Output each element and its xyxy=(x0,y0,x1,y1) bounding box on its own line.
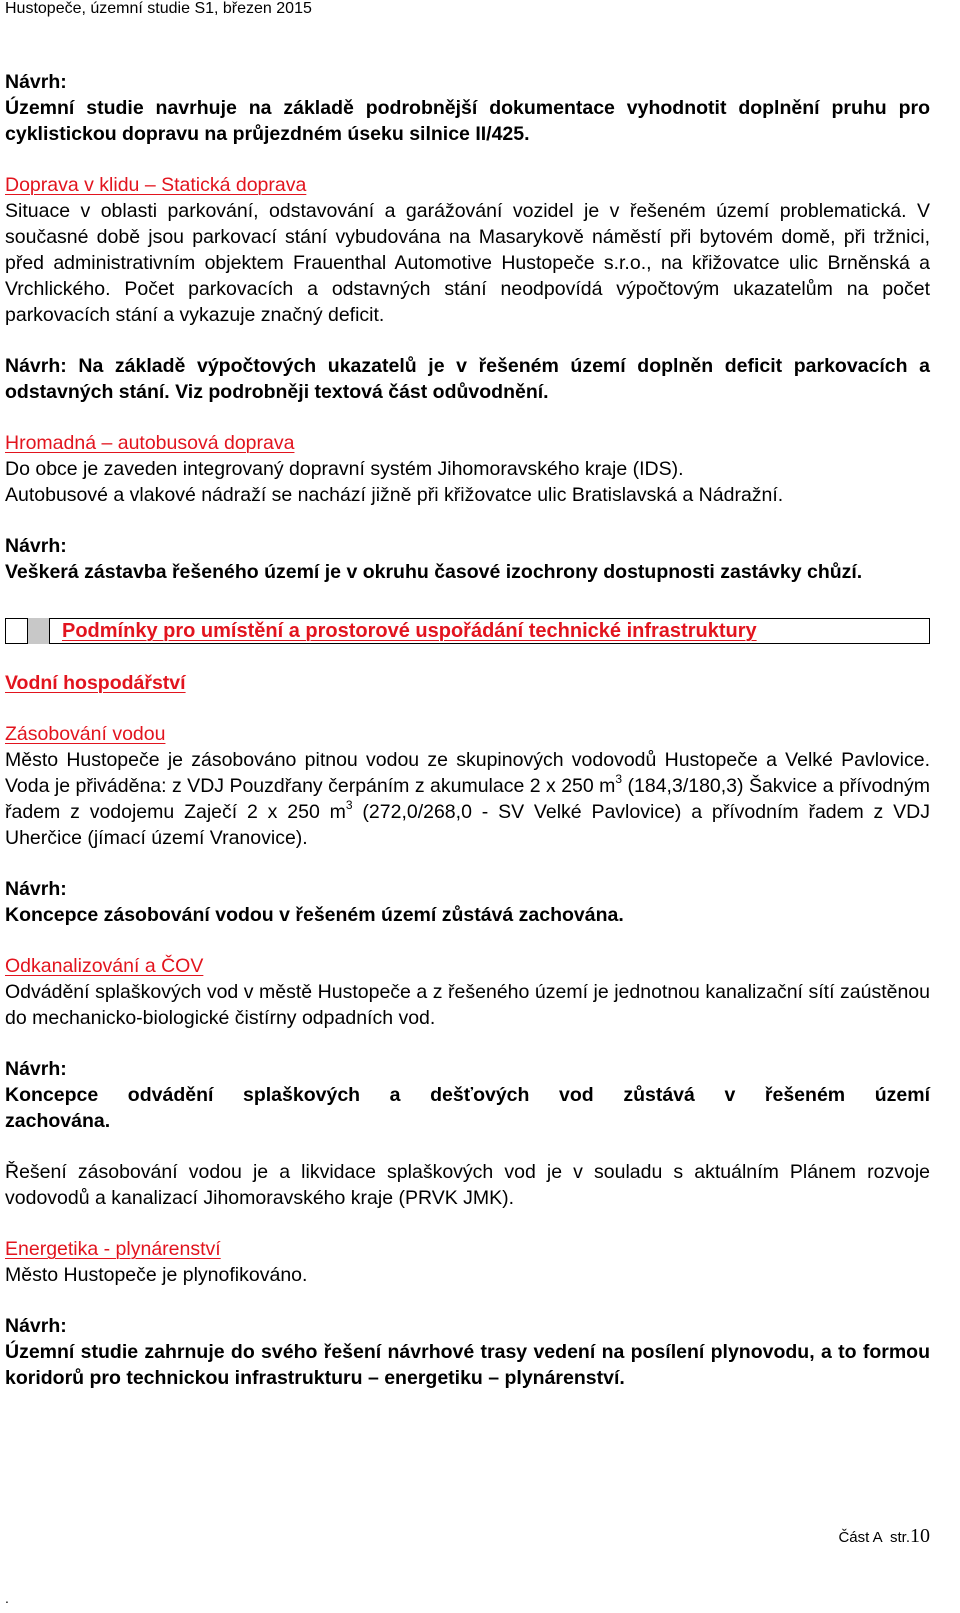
navrh-text-5-line2: zachována. xyxy=(5,1110,111,1132)
navrh-text-2: Na základě výpočtových ukazatelů je v řešeném území doplněn deficit parkovacích a odstavných stání. Viz podrobněji textová část odůvodnění. xyxy=(5,355,930,403)
navrh-text-4: Koncepce zásobování vodou v řešeném území zůstává zachována. xyxy=(5,904,624,926)
navrh-text-6: Územní studie zahrnuje do svého řešení návrhové trasy vedení na posílení plynovodu, a to formou koridorů pro technickou infrastrukturu – energetiku – plynárenství. xyxy=(5,1341,930,1389)
paragraph-odkanalizovani: Odvádění splaškových vod v městě Hustopeče a z řešeného území je jednotnou kanalizační sítí zaústěnou do mechanicko-biologické čistírny odpadních vod. xyxy=(5,981,930,1029)
navrh-label-2: Návrh: xyxy=(5,355,67,377)
paragraph-zasobovani-vodou: Město Hustopeče je zásobováno pitnou vodou ze skupinových vodovodů Hustopeče a Velké Pavlovice. Voda je přiváděna: z VDJ Pouzdřany čerpáním z akumulace 2 x 250 $m^3$ (184,3/180,3) Šakvice a přívodným řadem z vodojemu Zaječí 2 x 250 $m^3$ (272,0/268,0 - SV Velké Pavlovice) a přívodním řadem z VDJ Uherčice (jímací území Vranovice). xyxy=(5,749,930,849)
document-body xyxy=(5,69,930,1391)
navrh-label-1: Návrh: xyxy=(5,71,67,93)
heading-energetika: Energetika - plynárenství xyxy=(5,1238,221,1260)
navrh-label-6: Návrh: xyxy=(5,1315,67,1337)
heading-zasobovani-vodou: Zásobování vodou xyxy=(5,723,166,745)
section-marker-box xyxy=(6,618,28,644)
paragraph-staticka-doprava: Situace v oblasti parkování, odstavování a garážování vozidel je v řešeném území problematická. V současné době jsou parkovací stání vybudována na Masarykově náměstí při bytovém domě, při tržnici, před administrativním objektem Frauenthal Automotive Hustopeče s.r.o., na křižovatce ulic Brněnská a Vrchlického. Počet parkovacích a odstavných stání neodpovídá výpočtovým ukazatelům na počet parkovacích stání a vykazuje značný deficit. xyxy=(5,200,930,326)
page-number: 10 xyxy=(910,1525,930,1547)
navrh-paragraph-2 xyxy=(5,353,930,405)
navrh-text-1: Územní studie navrhuje na základě podrobnější dokumentace vyhodnotit doplnění pruhu pro cyklistickou dopravu na průjezdném úseku silnice II/425. xyxy=(5,97,930,145)
paragraph-prvk: Řešení zásobování vodou je a likvidace splaškových vod je v souladu s aktuálním Plánem rozvoje vodovodů a kanalizací Jihomoravského kraje (PRVK JMK). xyxy=(5,1161,930,1209)
navrh-text-5-line1: Koncepce odvádění splaškových a dešťových vod zůstává v řešeném území xyxy=(5,1084,930,1106)
section-title: Podmínky pro umístění a prostorové uspořádání technické infrastruktury xyxy=(62,620,757,642)
heading-doprava-v-klidu: Doprava v klidu – Statická doprava xyxy=(5,174,307,196)
paragraph-ids: Do obce je zaveden integrovaný dopravní systém Jihomoravského kraje (IDS). xyxy=(5,458,684,480)
section-title-bar xyxy=(5,618,930,644)
navrh-label-4: Návrh: xyxy=(5,878,67,900)
heading-vodni-hospodarstvi: Vodní hospodářství xyxy=(5,672,186,694)
navrh-text-3: Veškerá zástavba řešeného území je v okruhu časové izochrony dostupnosti zastávky chůzí. xyxy=(5,561,863,583)
navrh-label-5: Návrh: xyxy=(5,1058,67,1080)
running-header: Hustopeče, územní studie S1, březen 2015 xyxy=(5,0,312,17)
page-footer xyxy=(838,1525,930,1548)
paragraph-nadrazi: Autobusové a vlakové nádraží se nachází jižně při křižovatce ulic Bratislavská a Nádražní. xyxy=(5,484,784,506)
footer-part: Část A xyxy=(838,1529,882,1546)
heading-odkanalizovani: Odkanalizování a ČOV xyxy=(5,955,204,977)
heading-hromadna-doprava: Hromadná – autobusová doprava xyxy=(5,432,295,454)
superscript: 3 xyxy=(615,772,623,786)
footer-str-label: str. xyxy=(889,1529,910,1546)
section-marker-box-gray xyxy=(28,618,50,644)
superscript: 3 xyxy=(345,798,353,812)
navrh-label-3: Návrh: xyxy=(5,535,67,557)
paragraph-plynofikace: Město Hustopeče je plynofikováno. xyxy=(5,1264,308,1286)
